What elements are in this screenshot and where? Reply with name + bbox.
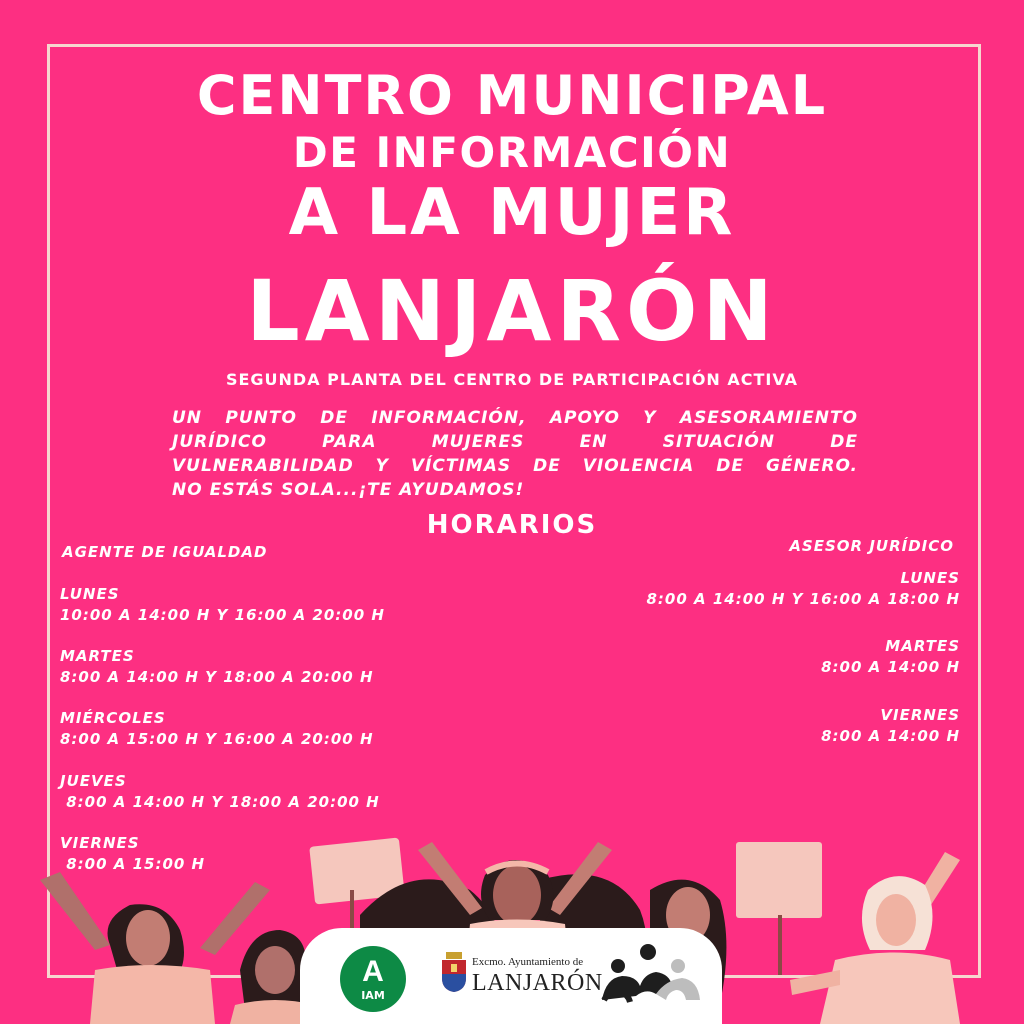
time-range: 8:00 A 15:00 H — [60, 855, 206, 873]
horarios-heading: HORARIOS — [426, 510, 598, 540]
description-line-3: VULNERABILIDAD Y VÍCTIMAS DE VIOLENCIA DE GÉNERO. — [172, 456, 858, 476]
time-range: 10:00 A 14:00 H Y 16:00 A 20:00 H — [60, 606, 385, 624]
time-range: 8:00 A 14:00 H — [821, 727, 960, 745]
day-label: VIERNES — [60, 834, 140, 852]
community-people-icon — [596, 942, 706, 1008]
asesor-schedule-tuesday — [821, 636, 960, 678]
time-range: 8:00 A 14:00 H Y 18:00 A 20:00 H — [60, 668, 374, 686]
day-label: JUEVES — [60, 772, 127, 790]
description — [172, 406, 858, 502]
agente-schedule-thursday — [60, 771, 380, 813]
title-line-4: LANJARÓN — [246, 262, 778, 360]
iam-logo-letter: A — [362, 954, 384, 988]
time-range: 8:00 A 14:00 H Y 18:00 A 20:00 H — [60, 793, 380, 811]
day-label: VIERNES — [880, 706, 960, 724]
day-label: MARTES — [885, 637, 960, 655]
description-line-2: JURÍDICO PARA MUJERES EN SITUACIÓN DE — [172, 432, 858, 452]
location-subtitle: SEGUNDA PLANTA DEL CENTRO DE PARTICIPACIÓN ACTIVA — [225, 370, 799, 389]
iam-logo-label: IAM — [361, 988, 385, 1002]
title-line-1: CENTRO MUNICIPAL — [196, 64, 828, 127]
coat-of-arms-icon — [440, 952, 468, 992]
agente-heading: AGENTE DE IGUALDAD — [62, 543, 268, 561]
logos-bar — [300, 928, 722, 1024]
ayuntamiento-label: Excmo. Ayuntamiento de — [472, 956, 584, 968]
title-line-2: DE INFORMACIÓN — [292, 128, 732, 177]
iam-logo — [340, 946, 406, 1012]
description-line-1: UN PUNTO DE INFORMACIÓN, APOYO Y ASESORAMIENTO — [172, 408, 858, 428]
ayuntamiento-name: LANJARÓN — [472, 970, 603, 996]
asesor-schedule-monday — [646, 568, 960, 610]
day-label: MIÉRCOLES — [60, 709, 166, 727]
title-line-3: A LA MUJER — [288, 176, 736, 250]
asesor-schedule-friday — [821, 705, 960, 747]
day-label: LUNES — [900, 569, 960, 587]
agente-schedule-tuesday — [60, 646, 374, 688]
agente-schedule-wednesday — [60, 708, 374, 750]
agente-schedule-monday — [60, 584, 385, 626]
description-line-4: NO ESTÁS SOLA...¡TE AYUDAMOS! — [172, 480, 525, 500]
day-label: MARTES — [60, 647, 135, 665]
time-range: 8:00 A 14:00 H Y 16:00 A 18:00 H — [646, 590, 960, 608]
asesor-heading: ASESOR JURÍDICO — [789, 537, 954, 555]
time-range: 8:00 A 14:00 H — [821, 658, 960, 676]
day-label: LUNES — [60, 585, 120, 603]
time-range: 8:00 A 15:00 H Y 16:00 A 20:00 H — [60, 730, 374, 748]
